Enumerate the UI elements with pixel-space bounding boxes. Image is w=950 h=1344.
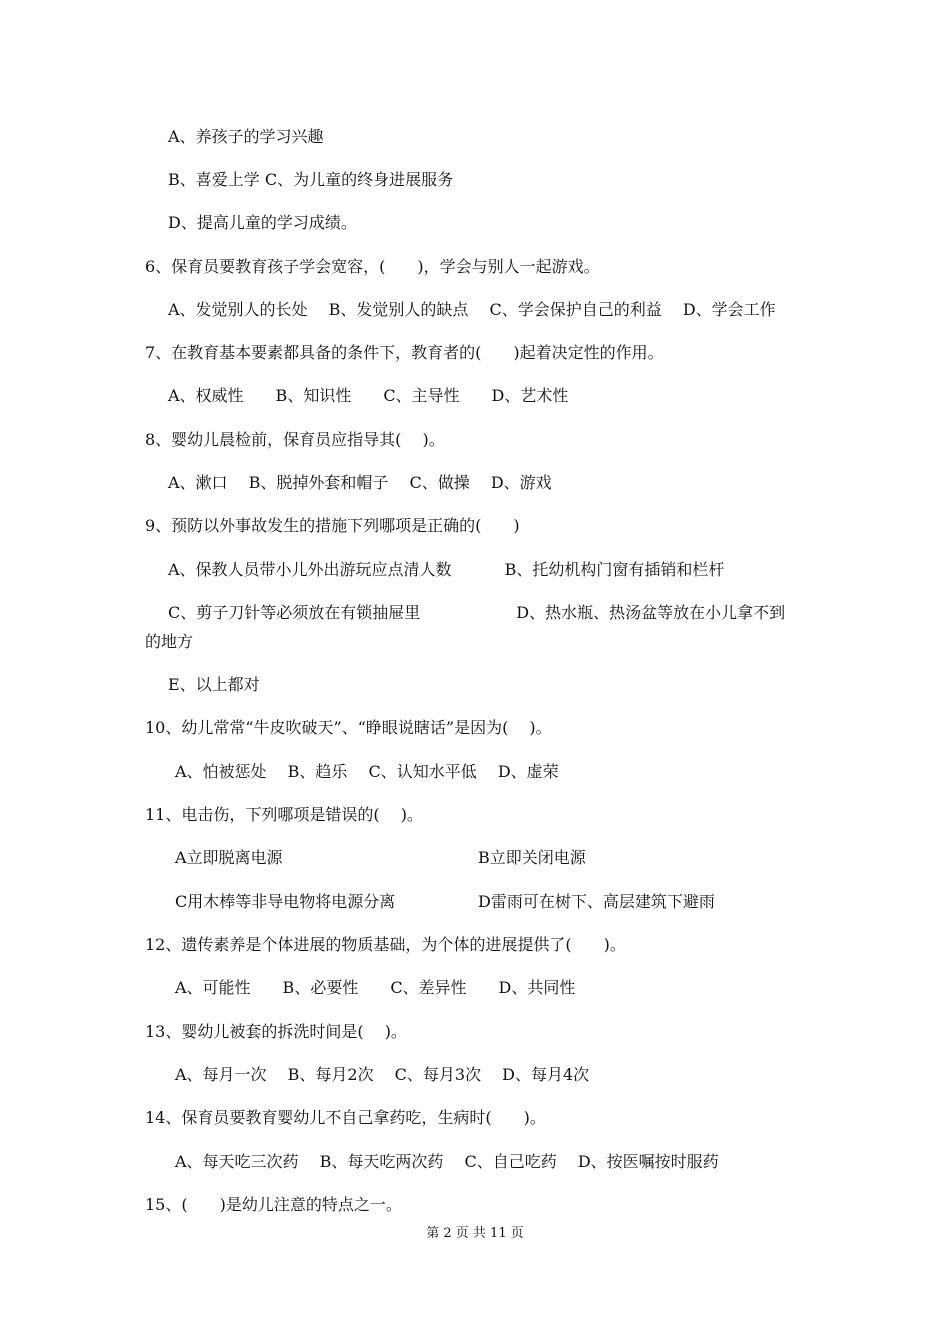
option-line: A、漱口 B、脱掉外套和帽子 C、做操 D、游戏 — [168, 473, 552, 492]
question-15: 15、( )是幼儿注意的特点之一。 — [145, 1195, 402, 1214]
question-9: 9、预防以外事故发生的措施下列哪项是正确的( ) — [145, 516, 520, 535]
option-d: D雷雨可在树下、高层建筑下避雨 — [478, 892, 715, 911]
page-footer: 第 2 页 共 11 页 — [426, 1226, 524, 1241]
option-continuation: 的地方 — [145, 632, 194, 651]
option-line: B、喜爱上学 C、为儿童的终身进展服务 — [168, 170, 454, 189]
question-14: 14、保育员要教育婴幼儿不自己拿药吃，生病时( )。 — [145, 1108, 546, 1127]
option-line: D、提高儿童的学习成绩。 — [168, 213, 357, 232]
option-line: E、以上都对 — [168, 675, 260, 694]
option-line: A、每月一次 B、每月2次 C、每月3次 D、每月4次 — [175, 1065, 590, 1084]
question-6: 6、保育员要教育孩子学会宽容，( )，学会与别人一起游戏。 — [145, 257, 600, 276]
option-line: A、每天吃三次药 B、每天吃两次药 C、自己吃药 D、按医嘱按时服药 — [175, 1152, 719, 1171]
option-b: B立即关闭电源 — [478, 848, 586, 867]
option-line: A、发觉别人的长处 B、发觉别人的缺点 C、学会保护自己的利益 D、学会工作 — [168, 300, 776, 319]
option-a: A立即脱离电源 — [175, 848, 283, 867]
question-13: 13、婴幼儿被套的拆洗时间是( )。 — [145, 1022, 407, 1041]
option-line: C、剪子刀针等必须放在有锁抽屉里 D、热水瓶、热汤盆等放在小儿拿不到 — [168, 603, 786, 622]
question-12: 12、遗传素养是个体进展的物质基础，为个体的进展提供了( )。 — [145, 935, 626, 954]
option-line: A、怕被惩处 B、趋乐 C、认知水平低 D、虚荣 — [175, 762, 559, 781]
question-10: 10、幼儿常常“牛皮吹破天”、“睁眼说瞎话”是因为( )。 — [145, 718, 552, 737]
option-line: A、养孩子的学习兴趣 — [168, 127, 324, 146]
question-8: 8、婴幼儿晨检前，保育员应指导其( )。 — [145, 430, 445, 449]
option-line: A、可能性 B、必要性 C、差异性 D、共同性 — [175, 978, 576, 997]
question-7: 7、在教育基本要素都具备的条件下，教育者的( )起着决定性的作用。 — [145, 343, 664, 362]
option-line: A、保教人员带小儿外出游玩应点清人数 B、托幼机构门窗有插销和栏杆 — [168, 560, 725, 579]
question-11: 11、电击伤，下列哪项是错误的( )。 — [145, 805, 423, 824]
option-c: C用木棒等非导电物将电源分离 — [175, 892, 396, 911]
option-line: A、权威性 B、知识性 C、主导性 D、艺术性 — [168, 386, 569, 405]
